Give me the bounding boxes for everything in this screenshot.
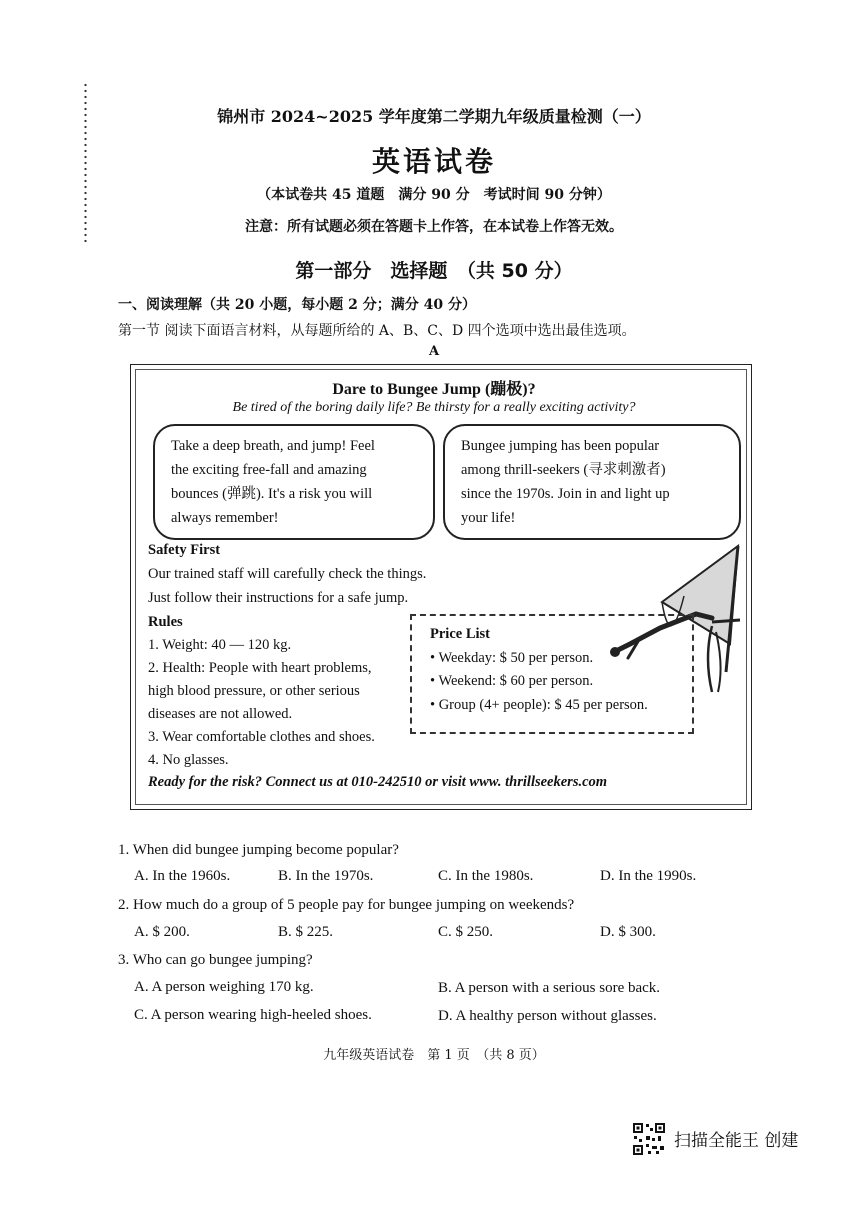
- part-title: 第一部分 选择题 （共 50 分）: [295, 260, 573, 282]
- question-stem: 3. Who can go bungee jumping?: [118, 952, 313, 968]
- option-a: A. $ 200.: [134, 924, 190, 940]
- section-heading: 一、阅读理解（共 20 小题，每小题 2 分；满分 40 分）: [118, 297, 476, 313]
- safety-heading: Safety First: [148, 542, 221, 558]
- option-d: D. $ 300.: [600, 924, 656, 940]
- safety-line: Our trained staff will carefully check the things.: [148, 566, 427, 582]
- page-footer: 九年级英语试卷 第 1 页 （共 8 页）: [323, 1048, 545, 1063]
- question-stem: 1. When did bungee jumping become popular?: [118, 842, 399, 858]
- question-stem: 2. How much do a group of 5 people pay for bungee jumping on weekends?: [118, 897, 575, 913]
- bubble-line: always remember!: [171, 510, 279, 526]
- option-b: B. $ 225.: [278, 924, 334, 940]
- ad-subtitle: Be tired of the boring daily life? Be thirsty for a really exciting activity?: [232, 400, 636, 415]
- subject-title: 英语试卷: [371, 145, 496, 178]
- option-c: C. A person wearing high-heeled shoes.: [134, 1007, 372, 1023]
- rule-line: 2. Health: People with heart problems,: [148, 660, 372, 676]
- rule-line: 3. Wear comfortable clothes and shoes.: [148, 729, 375, 745]
- price-item: • Group (4+ people): $ 45 per person.: [430, 697, 648, 713]
- rule-line: high blood pressure, or other serious: [148, 683, 360, 699]
- rule-line: 1. Weight: 40 — 120 kg.: [148, 637, 292, 653]
- bubble-line: Take a deep breath, and jump! Feel: [171, 438, 375, 454]
- safety-line: Just follow their instructions for a safe jump.: [148, 590, 409, 606]
- exam-notice: 注意：所有试题必须在答题卡上作答，在本试卷上作答无效。: [245, 219, 623, 235]
- option-c: C. $ 250.: [438, 924, 494, 940]
- rules-heading: Rules: [148, 614, 183, 630]
- exam-info: （本试卷共 45 道题 满分 90 分 考试时间 90 分钟）: [257, 187, 611, 203]
- section-instruction: 第一节 阅读下面语言材料，从每题所给的 A、B、C、D 四个选项中选出最佳选项。: [118, 323, 636, 339]
- option-a: A. In the 1960s.: [134, 868, 231, 884]
- price-item: • Weekend: $ 60 per person.: [430, 673, 594, 689]
- bubble-line: Bungee jumping has been popular: [461, 438, 660, 454]
- rule-line: 4. No glasses.: [148, 752, 229, 768]
- qr-code-icon: [632, 1122, 666, 1156]
- option-c: C. In the 1980s.: [438, 868, 534, 884]
- passage-label: A: [428, 344, 440, 359]
- ad-contact: Ready for the risk? Connect us at 010-242510 or visit www. thrillseekers.com: [148, 774, 608, 790]
- bubble-line: bounces (弹跳). It's a risk you will: [171, 486, 373, 502]
- rule-line: diseases are not allowed.: [148, 706, 293, 722]
- price-item: • Weekday: $ 50 per person.: [430, 650, 594, 666]
- ad-title: Dare to Bungee Jump (蹦极)?: [332, 381, 536, 398]
- exam-title: 锦州市 2024~2025 学年度第二学期九年级质量检测（一）: [217, 107, 651, 126]
- scanner-watermark: 扫描全能王 创建: [674, 1131, 799, 1151]
- option-d: D. In the 1990s.: [600, 868, 697, 884]
- speech-bubble-right: [443, 424, 741, 540]
- option-b: B. In the 1970s.: [278, 868, 374, 884]
- option-b: B. A person with a serious sore back.: [438, 980, 661, 996]
- speech-bubble-left: [153, 424, 435, 540]
- bubble-line: the exciting free-fall and amazing: [171, 462, 367, 478]
- bubble-line: since the 1970s. Join in and light up: [461, 486, 670, 502]
- option-d: D. A healthy person without glasses.: [438, 1008, 657, 1024]
- price-list-heading: Price List: [430, 626, 490, 642]
- option-a: A. A person weighing 170 kg.: [134, 979, 314, 995]
- bubble-line: among thrill-seekers (寻求刺激者): [461, 462, 666, 478]
- bubble-line: your life!: [461, 510, 516, 526]
